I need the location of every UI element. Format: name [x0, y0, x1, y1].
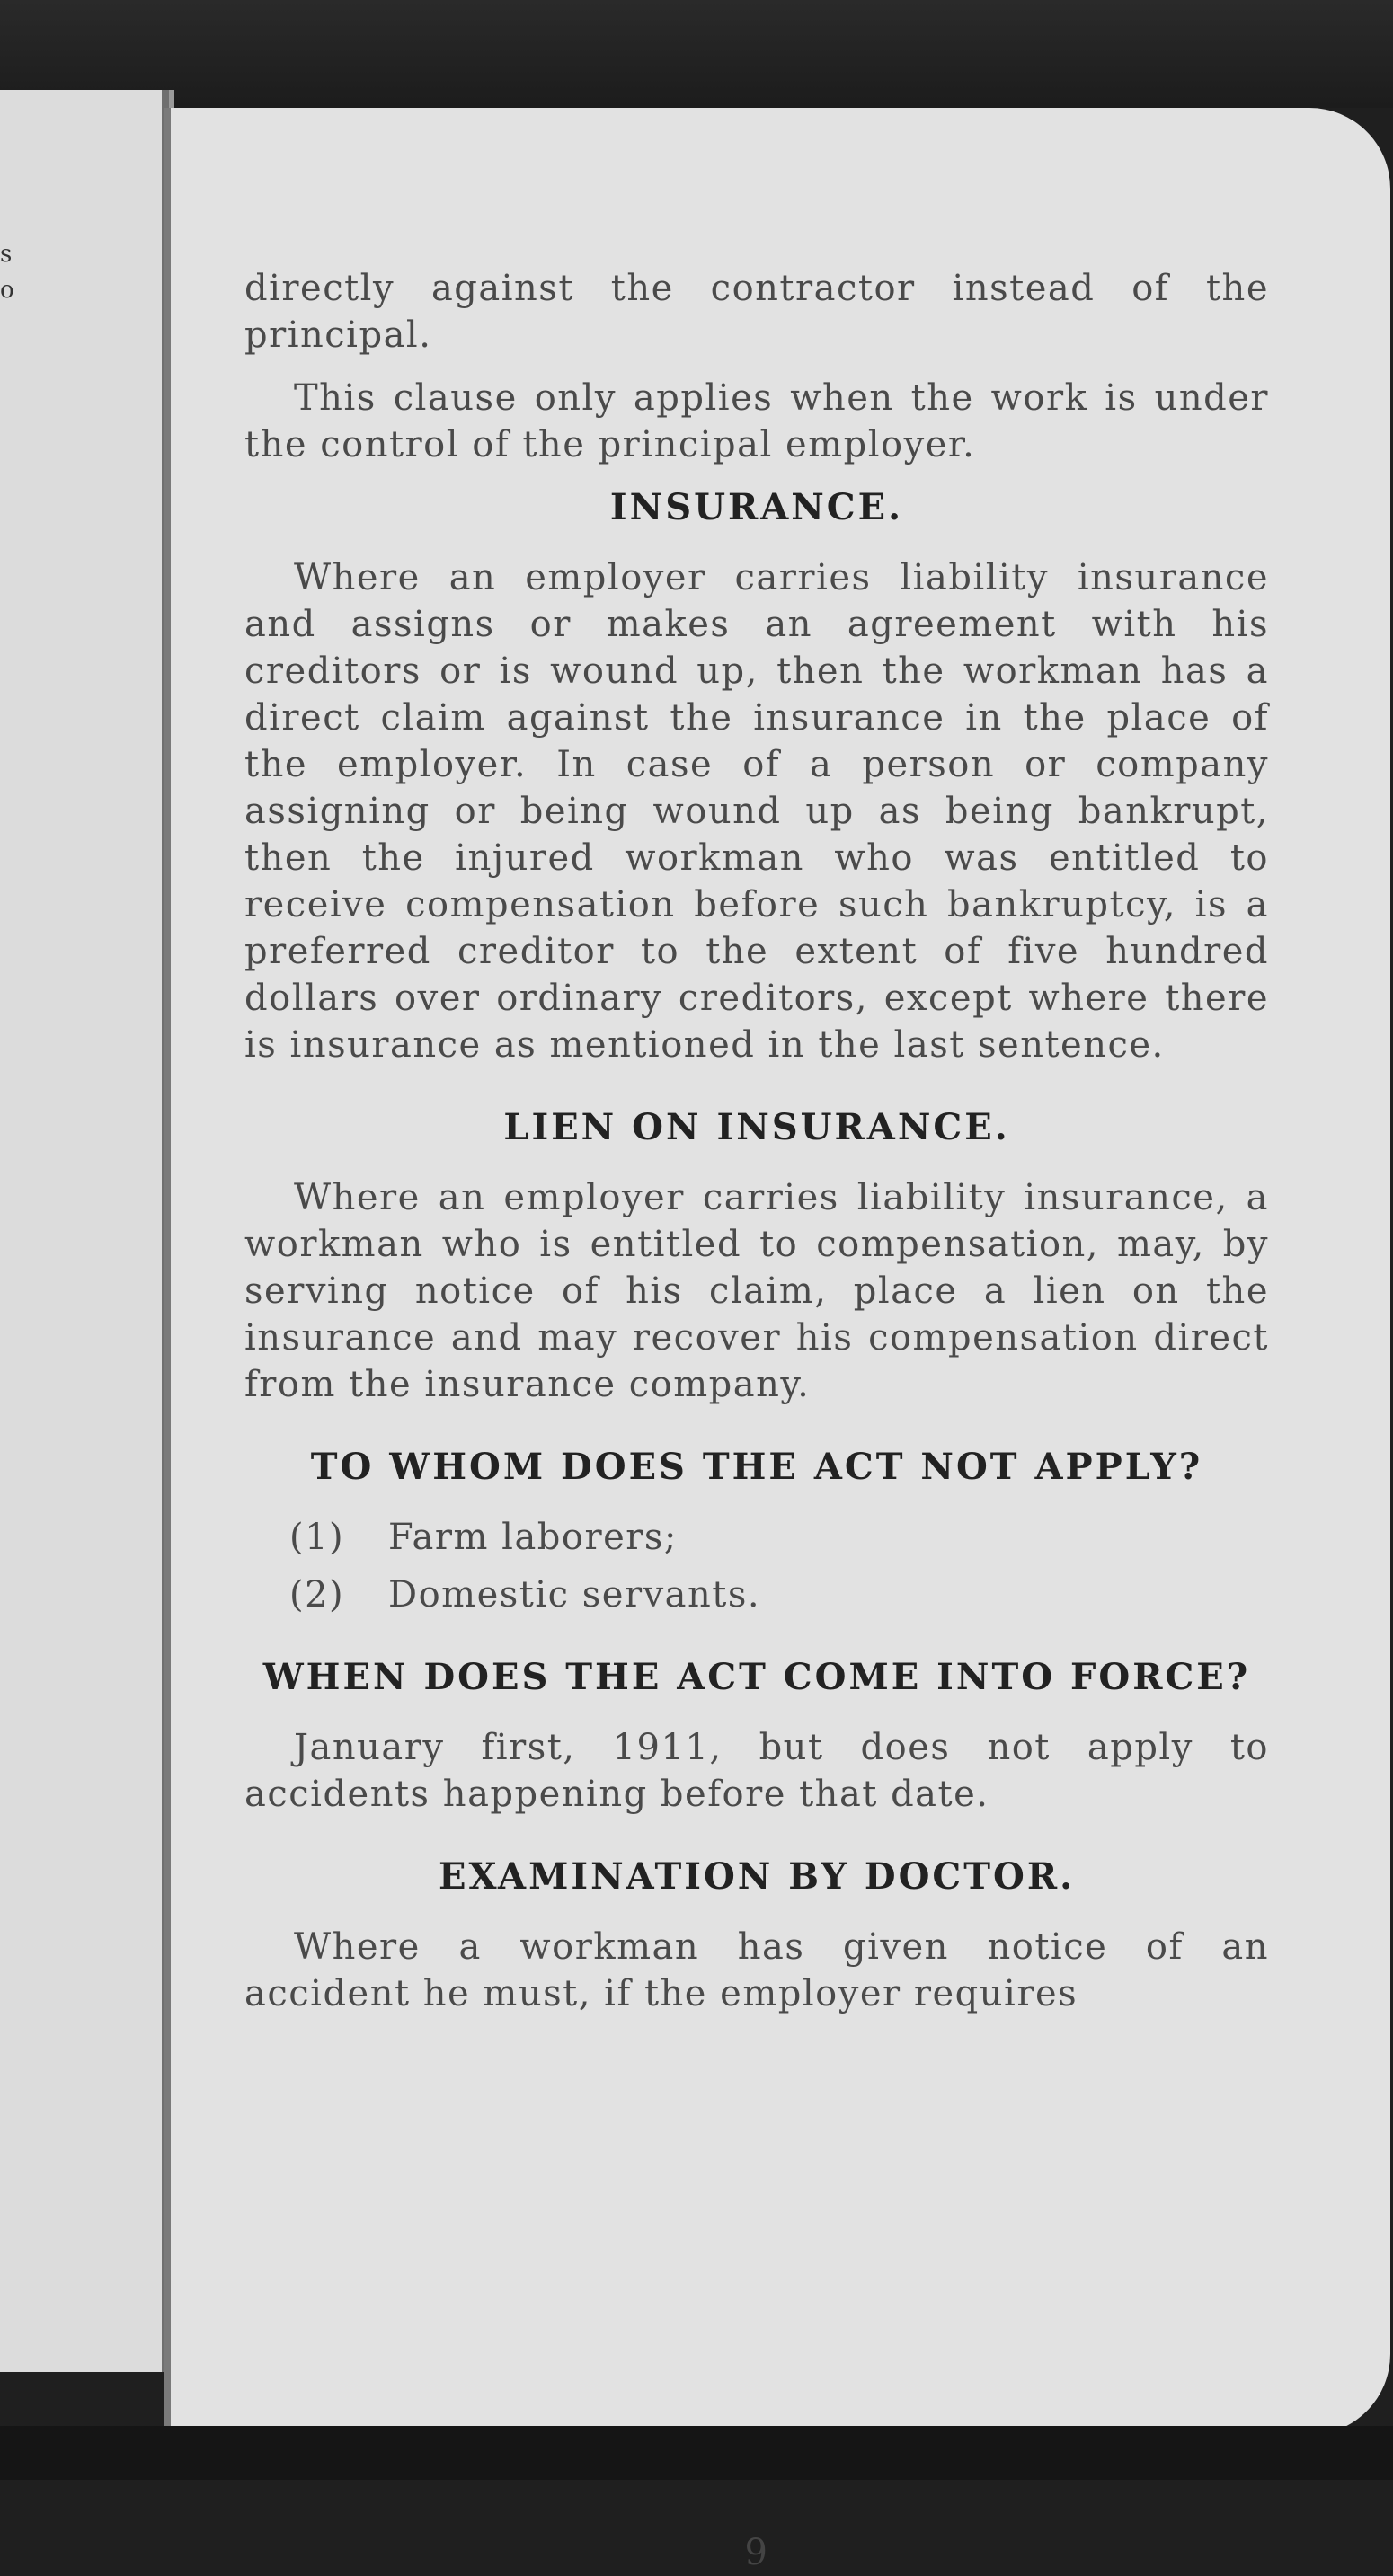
list-text: Farm laborers; — [388, 1517, 678, 1558]
paragraph: This clause only applies when the work is under the control of the principal employer. — [244, 377, 1269, 465]
list-number: (2) — [289, 1574, 345, 1616]
paragraph: Where an employer carries liability insurance and assigns or makes an agreement with his creditors or is wound up, then the workman has a direct claim against the insurance in the place of the employer. In case of a person or company assigning or being wound up as being bankrupt, then the injured workman who was entitled to receive compensation before such bankruptcy, is a preferred creditor to the extent of five hundred dollars over ordinary creditors, except where there is insurance as mentioned in the last sentence. — [244, 557, 1269, 1066]
left-page-mark: o — [0, 277, 14, 304]
paragraph: directly against the contractor instead of the principal. — [244, 268, 1269, 356]
section-heading-force: WHEN DOES THE ACT COME INTO FORCE? — [262, 1656, 1251, 1698]
section-heading-lien: LIEN ON INSURANCE. — [503, 1106, 1010, 1148]
background-top — [0, 0, 1393, 108]
list-number: (1) — [289, 1517, 345, 1558]
list-text: Domestic servants. — [388, 1574, 761, 1616]
page — [164, 108, 1390, 2573]
paragraph: Where a workman has given notice of an accident he must, if the employer requires — [244, 1926, 1269, 2014]
section-heading-not-apply: TO WHOM DOES THE ACT NOT APPLY? — [310, 1446, 1203, 1488]
list-item — [289, 1514, 1269, 1561]
section-heading-insurance: INSURANCE. — [609, 486, 904, 528]
left-page-edge — [0, 90, 171, 2372]
left-page-mark: s — [0, 241, 13, 268]
section-heading-examination: EXAMINATION BY DOCTOR. — [438, 1855, 1076, 1898]
background-bottom — [0, 2426, 1393, 2480]
list-item — [289, 1571, 1269, 1618]
page-content — [244, 265, 1269, 2573]
paragraph: January first, 1911, but does not apply to accidents happening before that date. — [244, 1727, 1269, 1815]
page-number: 9 — [744, 2532, 769, 2573]
paragraph: Where an employer carries liability insurance, a workman who is entitled to compensation, may, by serving notice of his claim, place a lien on the insurance and may recover his compensation direct from the insurance company. — [244, 1177, 1269, 1405]
